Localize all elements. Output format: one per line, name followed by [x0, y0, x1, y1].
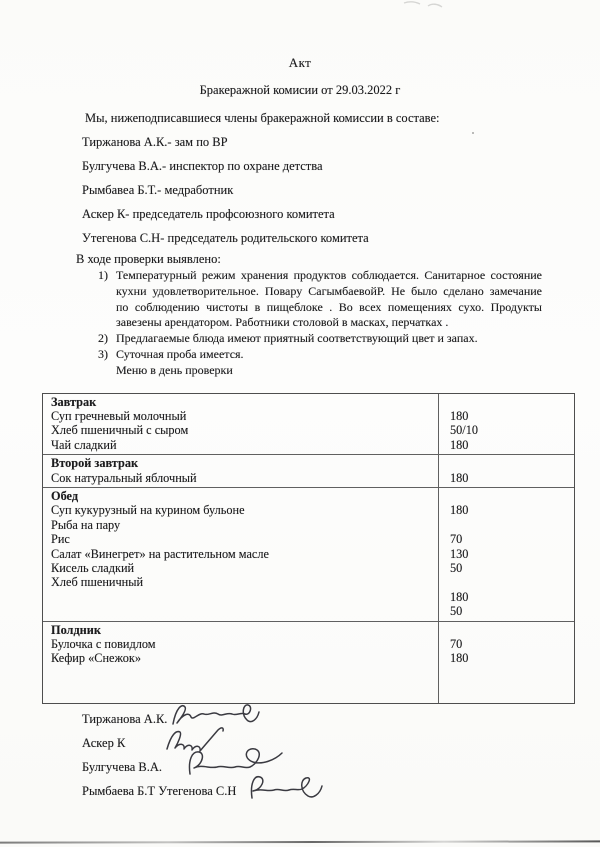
menu-item-name: Хлеб пшеничный: [51, 575, 144, 590]
signature-row-4: [82, 780, 600, 804]
menu-item-qty: 180: [450, 589, 469, 604]
signer-name-1: Тиржанова А.К.: [82, 711, 168, 726]
doc-subtitle: Бракеражной комисии от 29.03.2022 г: [199, 83, 401, 97]
menu-item-name: Булочка с повидлом: [51, 637, 156, 652]
member-line-3: Рымбавеа Б.Т.- медработник: [82, 183, 234, 197]
menu-row: [43, 651, 574, 665]
findings-list: [98, 268, 580, 363]
menu-section-header: Второй завтрак: [51, 456, 139, 471]
menu-item-qty: 180: [450, 408, 469, 423]
finding-item-1-number: 1): [98, 268, 108, 282]
menu-item-qty: 180: [450, 651, 469, 666]
handwritten-signature-4: [242, 770, 332, 806]
menu-item-qty: [438, 575, 574, 589]
menu-row: [43, 561, 574, 575]
menu-row: [43, 575, 574, 589]
menu-item-name: Суп гречневый молочный: [51, 408, 187, 423]
menu-row: [43, 471, 574, 485]
menu-table: [42, 393, 575, 704]
scan-speck: [472, 132, 474, 134]
menu-item-name: Рис: [51, 532, 70, 547]
menu-day-note: Меню в день проверки: [116, 362, 233, 377]
menu-item-qty: 130: [450, 546, 469, 561]
menu-item-qty: 180: [450, 470, 469, 485]
menu-item-name: Кисель сладкий: [51, 561, 135, 576]
member-line-1: Тиржанова А.К.- зам по ВР: [82, 135, 228, 149]
signer-name-4: Рымбаева Б.Т Утегенова С.Н: [82, 783, 237, 798]
menu-row: [43, 409, 574, 423]
menu-row: [43, 503, 574, 517]
finding-item-3: [98, 347, 580, 363]
finding-item-1-text: [116, 268, 542, 331]
menu-row: [43, 423, 574, 437]
finding-item-1: [98, 268, 580, 331]
menu-item-qty: 180: [450, 503, 469, 518]
menu-item-qty: 50: [450, 561, 463, 576]
menu-item-qty: 50/10: [450, 423, 479, 438]
finding-item-3-number: 3): [98, 346, 108, 361]
menu-section-header: Обед: [51, 489, 79, 504]
scan-edge-line: [0, 840, 600, 843]
menu-row: [43, 456, 574, 470]
menu-item-qty: 180: [450, 437, 469, 452]
menu-row: [43, 532, 574, 546]
intro-paragraph: Мы, нижеподписавшиеся члены бракеражной комиссии в составе:: [85, 111, 440, 125]
finding-item-2-text: Предлагаемые блюда имеют приятный соответствующий цвет и запах.: [116, 331, 478, 346]
menu-item-name: Салат «Винегрет» на растительном масле: [51, 546, 269, 561]
menu-item-qty: 70: [450, 637, 463, 652]
menu-section-breakfast: [43, 394, 574, 456]
signatures-block: [82, 708, 600, 804]
menu-item-qty: [438, 518, 574, 532]
menu-item-name: [43, 604, 438, 618]
menu-row: [43, 518, 574, 532]
finding-item-1-line-2: кухни удовлетворительное. Повару СагымбаевойР. Не было сделано замечание: [116, 283, 542, 298]
scan-artifact-top-right: [402, 0, 448, 12]
menu-section-second-breakfast: [43, 455, 574, 488]
doc-title: Акт: [288, 55, 312, 70]
menu-section-header: Полдник: [51, 622, 101, 637]
menu-item-qty: 50: [450, 604, 463, 619]
menu-row: [43, 438, 574, 452]
menu-row: [43, 637, 574, 651]
signature-row-1: [82, 708, 600, 732]
menu-item-name: Рыба на пару: [51, 517, 121, 532]
finding-item-2-number: 2): [98, 331, 108, 346]
finding-item-1-line-1: Температурный режим хранения продуктов соблюдается. Санитарное состояние: [116, 268, 542, 282]
menu-item-name: Кефир «Снежок»: [51, 651, 141, 666]
member-line-5: Утегенова С.Н- председатель родительского комитета: [82, 231, 369, 245]
member-line-2: Булгучева В.А.- инспектор по охране детства: [82, 159, 323, 173]
findings-label: В ходе проверки выявлено:: [76, 252, 221, 266]
menu-row: [43, 489, 574, 503]
menu-item-name: Хлеб пшеничный с сыром: [51, 423, 189, 438]
menu-row: [43, 623, 574, 637]
menu-item-name: [43, 590, 438, 604]
signature-row-3: [82, 756, 600, 780]
menu-section-header: Завтрак: [51, 394, 97, 409]
menu-row: [43, 590, 574, 604]
finding-item-1-line-3: по соблюдению чистоты в пищеблоке . Во всех помещениях сухо. Продукты: [116, 299, 542, 314]
menu-item-name: Суп кукурузный на курином бульоне: [51, 503, 245, 518]
signature-row-2: [82, 732, 600, 756]
member-line-4: Аскер К- председатель профсоюзного комитета: [82, 207, 335, 221]
signer-name-3: Булгучева В.А.: [82, 759, 163, 774]
menu-item-qty: 70: [450, 532, 463, 547]
menu-section-lunch: [43, 488, 574, 622]
signer-name-2: Аскер К: [82, 735, 126, 750]
finding-item-1-line-4: завезены арендатором. Работники столовой в масках, перчатках .: [116, 315, 449, 330]
menu-section-snack: [43, 622, 574, 703]
menu-row: [43, 547, 574, 561]
finding-item-3-text: Суточная проба имеется.: [116, 346, 244, 361]
finding-item-2: [98, 331, 580, 347]
menu-row: [43, 604, 574, 618]
menu-row: [43, 395, 574, 409]
menu-item-name: Чай сладкий: [51, 437, 117, 452]
menu-item-name: Сок натуральный яблочный: [51, 470, 197, 485]
